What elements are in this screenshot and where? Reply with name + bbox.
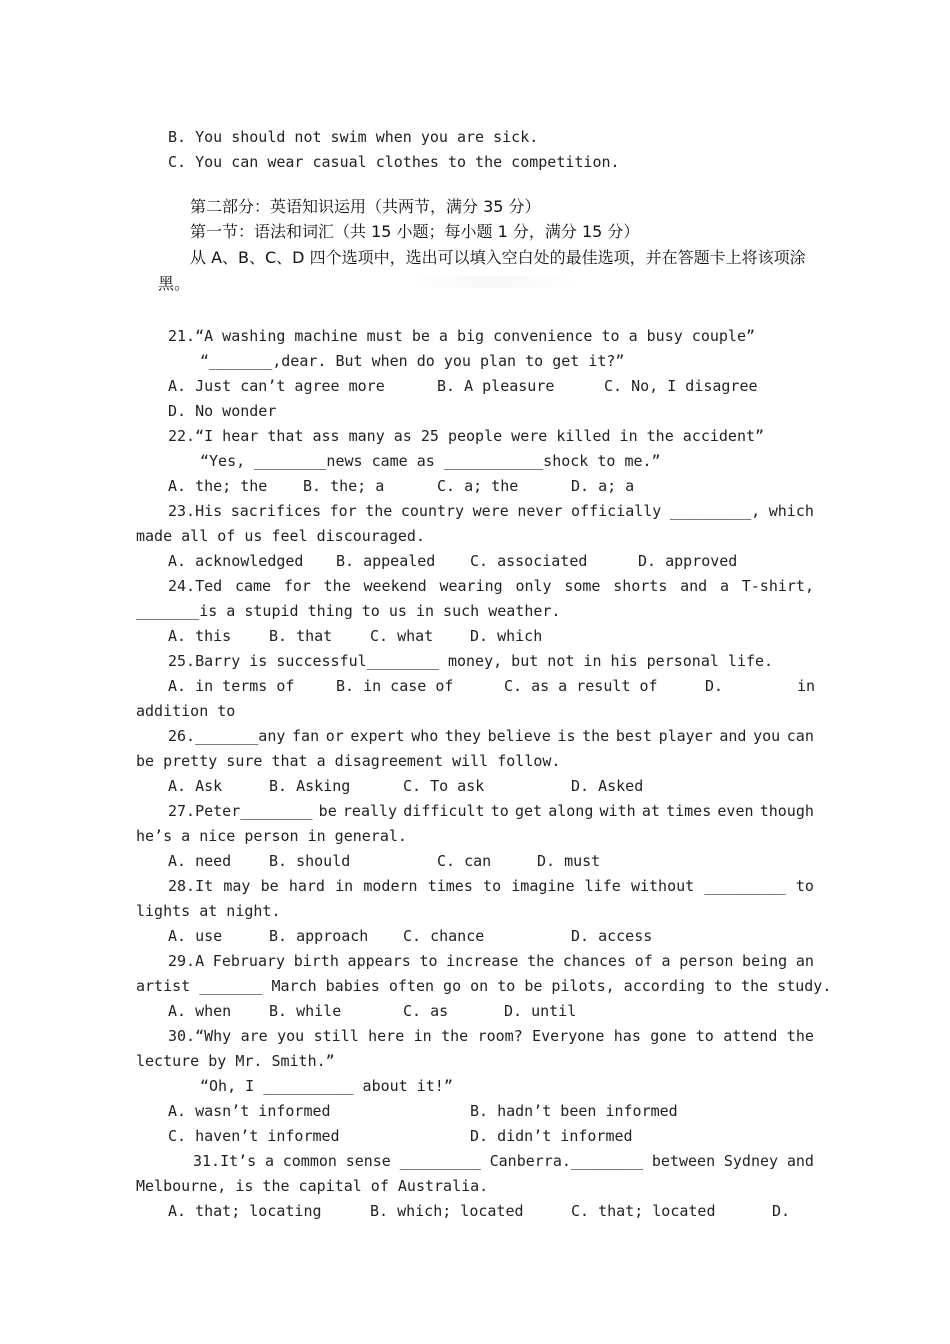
q30-option-d: D. didn’t informed: [470, 1127, 633, 1145]
q26-option-b: B. Asking: [269, 777, 351, 795]
q31-word: common: [282, 1152, 337, 1170]
q30-word: in: [413, 1027, 432, 1045]
q29-option-a: A. when: [168, 1002, 232, 1020]
q31-word: and: [786, 1152, 814, 1170]
q26-continuation: be pretty sure that a disagreement will follow.: [136, 752, 561, 770]
q29-word: being: [742, 952, 788, 970]
q24-word: weekend: [363, 577, 427, 595]
q30-word: room?: [477, 1027, 523, 1045]
q23-continuation: made all of us feel discouraged.: [136, 527, 425, 545]
q23-option-d: D. approved: [638, 552, 738, 570]
q30-word: the: [786, 1027, 814, 1045]
q26-word: believe: [487, 727, 551, 745]
q28-word: hard: [288, 877, 325, 895]
q24-word: some: [564, 577, 601, 595]
option-b-line: B. You should not swim when you are sick.: [168, 128, 539, 146]
q29-continuation: artist _______ March babies often go on to be pilots, according to the study.: [136, 977, 832, 995]
q31-option-a: A. that; locating: [168, 1202, 322, 1220]
q31-word: between: [651, 1152, 716, 1170]
q31-word: Sydney: [723, 1152, 779, 1170]
q21-reply: “_______,dear. But when do you plan to get it?”: [200, 352, 625, 370]
q23-word: which: [768, 502, 814, 520]
q26-word: or: [325, 727, 344, 745]
q29-option-d: D. until: [504, 1002, 577, 1020]
q24-word: only: [515, 577, 552, 595]
q22-option-c: C. a; the: [437, 477, 519, 495]
q30-word: the: [441, 1027, 469, 1045]
q24-option-d: D. which: [470, 627, 543, 645]
q29-word: person: [679, 952, 734, 970]
q24-word: the: [323, 577, 351, 595]
q28-option-c: C. chance: [403, 927, 485, 945]
q21-stem: 21.“A washing machine must be a big convenience to a busy couple”: [168, 327, 755, 345]
q27-word: to: [490, 802, 509, 820]
q24-continuation: _______is a stupid thing to us in such weather.: [136, 602, 561, 620]
q31-word: sense: [345, 1152, 391, 1170]
q24-word: T-shirt,: [741, 577, 814, 595]
q23-word: officially: [571, 502, 662, 520]
q30-word: gone: [650, 1027, 687, 1045]
q27-word: at: [641, 802, 660, 820]
q23-word: 23.His: [168, 502, 223, 520]
q29-word: birth: [293, 952, 339, 970]
q23-word: sacrifices: [230, 502, 322, 520]
q22-option-b: B. the; a: [303, 477, 385, 495]
q28-word: may: [223, 877, 251, 895]
q24-option-a: A. this: [168, 627, 232, 645]
q23-option-a: A. acknowledged: [168, 552, 304, 570]
q30-stem: [168, 1024, 814, 1049]
q21-option-a: A. Just can’t agree more: [168, 377, 385, 395]
q31-stem: [193, 1149, 814, 1174]
q24-word: and: [680, 577, 708, 595]
q25-stem: 25.Barry is successful________ money, but not in his personal life.: [168, 652, 774, 670]
q24-word: 24.Ted: [168, 577, 223, 595]
q23-option-c: C. associated: [470, 552, 588, 570]
q26-word: fan: [292, 727, 320, 745]
q25-option-d-text: in: [797, 677, 816, 695]
q30-word: attend: [723, 1027, 778, 1045]
q28-word: modern: [363, 877, 418, 895]
q25-option-a: A. in terms of: [168, 677, 295, 695]
q31-option-c: C. that; located: [571, 1202, 716, 1220]
q28-continuation: lights at night.: [136, 902, 281, 920]
q26-word: can: [786, 727, 814, 745]
q30-reply: “Oh, I __________ about it!”: [200, 1077, 453, 1095]
q28-word: without: [630, 877, 695, 895]
q27-word: with: [599, 802, 636, 820]
q26-word: who: [411, 727, 439, 745]
q26-word: best: [615, 727, 652, 745]
q24-stem: [168, 574, 814, 599]
q26-option-c: C. To ask: [403, 777, 485, 795]
q29-word: of: [634, 952, 653, 970]
q29-word: to: [419, 952, 438, 970]
q21-option-d: D. No wonder: [168, 402, 277, 420]
instruction-line-1: 从 A、B、C、D 四个选项中，选出可以填入空白处的最佳选项，并在答题卡上将该项涂: [190, 248, 806, 267]
q24-word: came: [234, 577, 272, 595]
q27-word: difficult: [403, 802, 485, 820]
q29-word: an: [795, 952, 814, 970]
q29-word: chances: [562, 952, 627, 970]
q30-word: are: [240, 1027, 268, 1045]
q31-word: 31.It’s: [193, 1152, 257, 1170]
q26-word: they: [444, 727, 482, 745]
q25-option-b: B. in case of: [336, 677, 454, 695]
q28-word: imagine: [511, 877, 575, 895]
q23-word: _________,: [669, 502, 761, 520]
q28-word: _________: [704, 877, 786, 895]
q23-word: the: [365, 502, 393, 520]
q30-option-b: B. hadn’t been informed: [470, 1102, 678, 1120]
q24-word: shorts: [613, 577, 668, 595]
q30-word: here: [368, 1027, 405, 1045]
q29-word: 29.A: [168, 952, 205, 970]
q22-option-a: A. the; the: [168, 477, 268, 495]
q31-word: _________: [399, 1152, 481, 1170]
q27-word: times: [666, 802, 712, 820]
q27-word: really: [342, 802, 398, 820]
q27-continuation: he’s a nice person in general.: [136, 827, 407, 845]
q23-stem: [168, 499, 814, 524]
q21-option-c: C. No, I disagree: [604, 377, 758, 395]
q29-word: the: [527, 952, 555, 970]
q22-stem: 22.“I hear that ass many as 25 people were killed in the accident”: [168, 427, 765, 445]
q31-continuation: Melbourne, is the capital of Australia.: [136, 1177, 489, 1195]
q29-word: appears: [347, 952, 411, 970]
q31-option-b: B. which; located: [370, 1202, 524, 1220]
q28-word: to: [483, 877, 502, 895]
q28-word: to: [795, 877, 814, 895]
q22-reply: “Yes, ________news came as ___________shock to me.”: [200, 452, 661, 470]
q26-word: and: [719, 727, 747, 745]
q26-word: expert: [350, 727, 405, 745]
q24-option-c: C. what: [370, 627, 434, 645]
q23-word: for: [329, 502, 357, 520]
q22-option-d: D. a; a: [571, 477, 635, 495]
q26-stem: [168, 724, 814, 749]
q29-option-b: B. while: [269, 1002, 342, 1020]
q28-word: life: [584, 877, 621, 895]
q27-option-c: C. can: [437, 852, 492, 870]
q25-option-d-continuation: addition to: [136, 702, 236, 720]
q25-option-c: C. as a result of: [504, 677, 658, 695]
q26-option-a: A. Ask: [168, 777, 223, 795]
q23-word: country: [400, 502, 465, 520]
part-two-heading: 第二部分：英语知识运用（共两节，满分 35 分）: [190, 197, 541, 216]
q28-stem: [168, 874, 814, 899]
q30-continuation: lecture by Mr. Smith.”: [136, 1052, 335, 1070]
q31-word: Canberra.________: [489, 1152, 644, 1170]
q24-word: a: [719, 577, 729, 595]
q27-word: along: [548, 802, 594, 820]
q29-option-c: C. as: [403, 1002, 449, 1020]
q29-stem: [168, 949, 814, 974]
q29-word: February: [212, 952, 286, 970]
q23-option-b: B. appealed: [336, 552, 436, 570]
scan-smudge: [410, 276, 580, 288]
q28-word: times: [427, 877, 473, 895]
q26-word: 26._______any: [168, 727, 286, 745]
q31-option-d: D.: [772, 1202, 791, 1220]
q27-option-b: B. should: [269, 852, 351, 870]
q23-word: never: [517, 502, 563, 520]
q27-word: though: [759, 802, 814, 820]
q24-word: wearing: [439, 577, 503, 595]
q27-word: 27.Peter________: [168, 802, 313, 820]
q24-option-b: B. that: [269, 627, 333, 645]
option-c-line: C. You can wear casual clothes to the competition.: [168, 153, 620, 171]
q30-word: to: [695, 1027, 714, 1045]
q31-word: a: [264, 1152, 274, 1170]
q24-word: for: [283, 577, 311, 595]
q26-word: the: [582, 727, 610, 745]
q23-word: were: [472, 502, 509, 520]
q28-word: be: [260, 877, 279, 895]
q27-stem: [168, 799, 814, 824]
q30-word: Everyone: [532, 1027, 605, 1045]
q30-word: still: [313, 1027, 359, 1045]
q30-word: 30.“Why: [168, 1027, 232, 1045]
q26-option-d: D. Asked: [571, 777, 644, 795]
q28-option-b: B. approach: [269, 927, 369, 945]
q30-option-c: C. haven’t informed: [168, 1127, 340, 1145]
q27-word: even: [717, 802, 754, 820]
q27-word: be: [318, 802, 337, 820]
q27-option-d: D. must: [537, 852, 601, 870]
q26-word: you: [753, 727, 781, 745]
section-one-heading: 第一节：语法和词汇（共 15 小题；每小题 1 分，满分 15 分）: [190, 222, 640, 241]
q30-word: has: [613, 1027, 641, 1045]
q27-word: get: [514, 802, 543, 820]
q28-word: 28.It: [168, 877, 214, 895]
q26-word: player: [658, 727, 713, 745]
q21-option-b: B. A pleasure: [437, 377, 555, 395]
q25-option-d-label: D.: [705, 677, 724, 695]
q30-option-a: A. wasn’t informed: [168, 1102, 331, 1120]
q28-option-a: A. use: [168, 927, 223, 945]
q29-word: increase: [446, 952, 519, 970]
instruction-line-2: 黑。: [158, 274, 191, 293]
q29-word: a: [661, 952, 671, 970]
q27-option-a: A. need: [168, 852, 232, 870]
q26-word: is: [557, 727, 576, 745]
q28-option-d: D. access: [571, 927, 653, 945]
q28-word: in: [335, 877, 354, 895]
q30-word: you: [277, 1027, 305, 1045]
